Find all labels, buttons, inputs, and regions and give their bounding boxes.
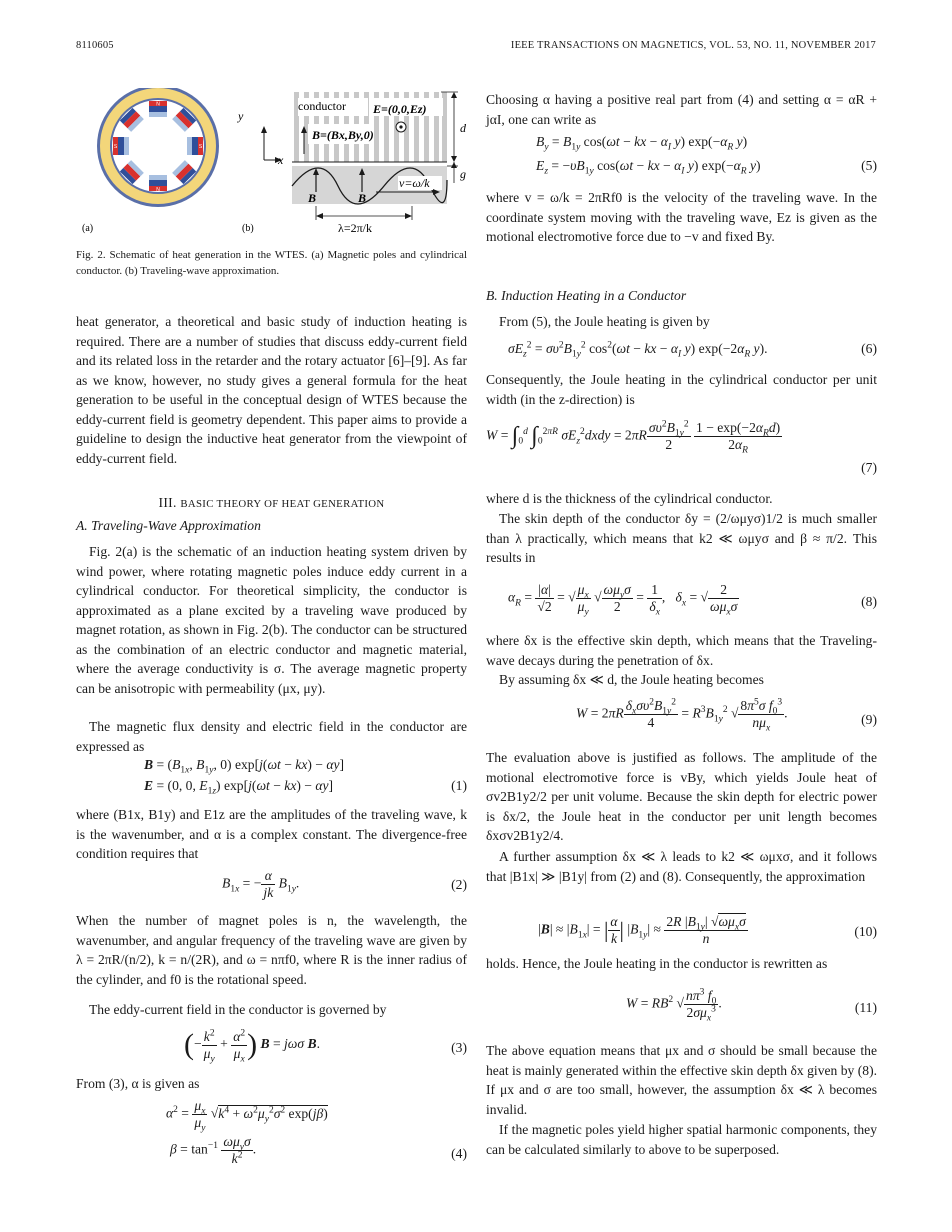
lambda-label: λ=2π/k <box>338 221 372 235</box>
b-mark-2: B <box>358 191 367 205</box>
figure-2-caption: Fig. 2. Schematic of heat generation in the WTES. (a) Magnetic poles and cylindrical conductor. (b) Traveling-wave approximation. <box>76 249 467 277</box>
subsection-b-heading: B. Induction Heating in a Conductor <box>486 288 687 303</box>
right-paragraph-7: where δx is the effective skin depth, which means that the Traveling-wave decays during the penetration of δx. <box>486 633 877 668</box>
right-paragraph-11: holds. Hence, the Joule heating in the conductor is rewritten as <box>486 956 828 971</box>
equation-5: $B_y = B_{1y}$ cos(ωt − kx − $\alpha_I$ y) $\exp(-\alpha_R$ y) $E_z = -\upsilon B_{1y}$ cos(ωt − kx − $\alpha_I$ y) $\exp(-\alpha_R$ y) (5) <box>536 134 877 177</box>
figure-2b-axes <box>237 109 284 167</box>
equation-1-number: (1) <box>451 778 467 793</box>
equation-9: W = 2πR $\frac{\delta_x\sigma\upsilon^2B_{1y}^2}{4}$ = $R^3B_{1y}^2$ √ $\frac{8\pi^5\sigma f_0^3}{n\mu_x}$ . (9) <box>576 697 877 734</box>
figure-2a-rotor <box>97 88 219 207</box>
right-paragraph-9: The evaluation above is justified as follows. The amplitude of the motional electromotive force is vBy, which yields Joule heat of σv2B1y2/2 per unit volume. Because the skin depth for electric power is δx/2, the Joule heat in the conductor per unit length becomes δxσv2B1y2/4. <box>486 750 877 843</box>
out-of-page-icon <box>399 125 402 128</box>
section-title: BASIC THEORY OF HEAT GENERATION <box>180 498 385 510</box>
equation-6: $\sigma E_z^2 = \sigma\upsilon^2B_{1y}^2$ $\cos^2(\omega t$ − kx − $\alpha_I$ y) $\exp(-2\alpha_R$ y). (6) <box>508 340 877 360</box>
equation-10: $|B| \approx |B_{1x}|$ = | $\frac{\alpha}{k}$ | $|B_{1y}|$ ≈ $\frac{2R |B_{1y}| √\omega\mu_x\sigma}{n}$ (10) <box>538 914 877 946</box>
section-heading-iii <box>76 495 467 511</box>
right-paragraph-2: where v = ω/k = 2πRf0 is the velocity of the traveling wave. In the coordinate system moving with the traveling wave, Ez is given as the motional electromotive force due to −v and fixed By. <box>486 190 877 244</box>
right-paragraph-5: where d is the thickness of the cylindrical conductor. <box>486 491 773 506</box>
left-paragraph-7: From (3), α is given as <box>76 1076 200 1091</box>
equation-2-number: (2) <box>451 877 467 892</box>
e-field-label: E=(0,0,Ez) <box>373 102 427 116</box>
section-number: III. <box>158 495 177 510</box>
axis-x-label: x <box>278 153 284 167</box>
b-field-label: B=(Bx,By,0) <box>312 128 374 142</box>
equation-11: $W = RB^2$ √ $\frac{n\pi^3 f_0}{2\sigma\mu_x^3}$ . (11) <box>626 987 877 1024</box>
equation-10-number: (10) <box>854 924 877 939</box>
figure-label-a: (a) <box>82 223 94 234</box>
left-paragraph-2: Fig. 2(a) is the schematic of an induction heating system driven by wind power, where rotating magnetic poles induce eddy current in a cylindrical conductor. For theoretical simplicity, the conductor is approximated as a plane excited by a traveling wave produced by magnet rotation, as shown in Fig. 2(b). The conductor can be structured as the combination of an electric conductor and magnetic material, where the average conductivity is σ. The average magnetic property can be anisotropic with permeability (μx, μy). <box>76 544 467 696</box>
pole-label-right: S <box>198 144 203 150</box>
equation-6-number: (6) <box>861 341 877 356</box>
b-mark-1: B <box>308 191 317 205</box>
page-number: 8110605 <box>76 40 114 51</box>
left-paragraph-5: When the number of magnet poles is n, the wavelength, the wavenumber, and angular frequency of the traveling wave are given by λ = 2πR/(n/2), k = n/(2R), and ω = nπf0, where R is the inner radius of the cylinder, and f0 is the rotational speed. <box>76 913 467 987</box>
right-paragraph-12: The above equation means that μx and σ should be small because the heat is mainly generated within the effective skin depth δx given by (8). If μx and σ are too small, however, the assumption δx ≪ λ becomes invalid. <box>486 1043 877 1117</box>
pole-label-left: S <box>113 144 118 150</box>
equation-8: $\alpha_R$ = $\frac{|\alpha|}{√2}$ = √ $\frac{\mu_x}{\mu_y}$ √ $\frac{\omega\mu_y\sigma}{2}$ = $\frac{1}{\delta_x}$ , $\delta_x$ = √ $\frac{2}{\omega\mu_x\sigma}$ (8) <box>508 582 877 618</box>
right-paragraph-6: The skin depth of the conductor δy = (2/ωμyσ)1/2 is much smaller than λ practically, which means that k2 ≪ ωμyσ and β ≈ π/2. This results in <box>486 511 877 565</box>
pole-label-top: N <box>156 101 160 108</box>
equation-8-number: (8) <box>861 594 877 609</box>
left-paragraph-4: where (B1x, B1y) and E1z are the amplitudes of the traveling wave, k is the wavenumber, and α is a complex constant. The divergence-free condition requires that <box>76 807 467 861</box>
velocity-label: v=ω/k <box>399 176 430 190</box>
equation-2: $B_{1x}$ = − $\frac{\alpha}{jk}$ $B_{1y}$. (2) <box>222 868 467 900</box>
subsection-a-heading: A. Traveling-Wave Approximation <box>76 518 261 533</box>
g-dimension: g <box>460 167 466 181</box>
conductor-label: conductor <box>298 99 346 113</box>
equation-11-number: (11) <box>854 1000 877 1015</box>
equation-1: $B = (B_{1x}$, $B_{1y}$, 0) exp[j(ωt − kx) − αy] E = (0, 0, $E_{1z}$) exp[j(ωt − kx) − αy] (1) <box>144 757 467 797</box>
equation-7-number: (7) <box>861 460 877 475</box>
right-paragraph-4: Consequently, the Joule heating in the cylindrical conductor per unit width (in the z-direction) is <box>486 372 877 407</box>
equation-5-number: (5) <box>861 158 877 173</box>
left-paragraph-6: The eddy-current field in the conductor is governed by <box>89 1002 387 1017</box>
right-paragraph-8: By assuming δx ≪ d, the Joule heating becomes <box>499 672 764 687</box>
equation-4: $\alpha^2$ = $\frac{\mu_x}{\mu_y}$ $√k^4 + \omega^2\mu_y^2\sigma^2$ exp(jβ) $\beta = \tan^{-1}$ $\frac{\omega\mu_y\sigma}{k^2}$ . (4) <box>166 1098 467 1166</box>
d-dimension: d <box>460 121 466 135</box>
equation-4-number: (4) <box>451 1146 467 1161</box>
journal-header: IEEE TRANSACTIONS ON MAGNETICS, VOL. 53, NO. 11, NOVEMBER 2017 <box>510 40 876 51</box>
right-paragraph-1: Choosing α having a positive real part from (4) and setting α = αR + jαI, one can write as <box>486 92 877 127</box>
left-paragraph-1: heat generator, a theoretical and basic study of induction heating is required. There are a number of studies that discuss eddy-current field and its related loss in the retarder and the rotary actuator [6]–[9]. As far as we know, however, no study gives a general formula for the heat generation to be useful in the conceptual design of WTES because the eddy-current field is geometry dependent. This paper aims to provide a guideline to design the inductive heat generator from the viewpoint of eddy-current field. <box>76 314 467 466</box>
equation-9-number: (9) <box>861 712 877 727</box>
figure-2 <box>76 88 467 248</box>
equation-3: (− $\frac{k^2}{\mu_y}$ + $\frac{\alpha^2}{\mu_x}$ ) B = jωσ B. (3) <box>184 1027 467 1065</box>
right-paragraph-3: From (5), the Joule heating is given by <box>499 314 710 329</box>
figure-label-b: (b) <box>242 223 254 234</box>
left-paragraph-3: The magnetic flux density and electric field in the conductor are expressed as <box>76 719 467 754</box>
axis-y-label: y <box>238 109 244 123</box>
pole-label-bottom: N <box>156 187 160 193</box>
figure-2b-conductor <box>292 92 467 235</box>
equation-7: $W = \int_0^d$ $\int_0^{2\pi R}$ $\sigma E_z^2dxdy = 2\pi R$ $\frac{\sigma\upsilon^2B_{1y}^2}{2}$ $\frac{1 - \exp(-2\alpha_Rd)}{2\alpha_R}$ (7) <box>486 419 877 475</box>
equation-3-number: (3) <box>451 1040 467 1055</box>
right-paragraph-10: A further assumption δx ≪ λ leads to k2 ≪ ωμxσ, and it follows that |B1x| ≫ |B1y| from (2) and (8). Consequently, the approximation <box>486 849 877 884</box>
right-paragraph-13: If the magnetic poles yield higher spatial harmonic components, they can be calculated similarly to above to be superposed. <box>486 1122 877 1157</box>
